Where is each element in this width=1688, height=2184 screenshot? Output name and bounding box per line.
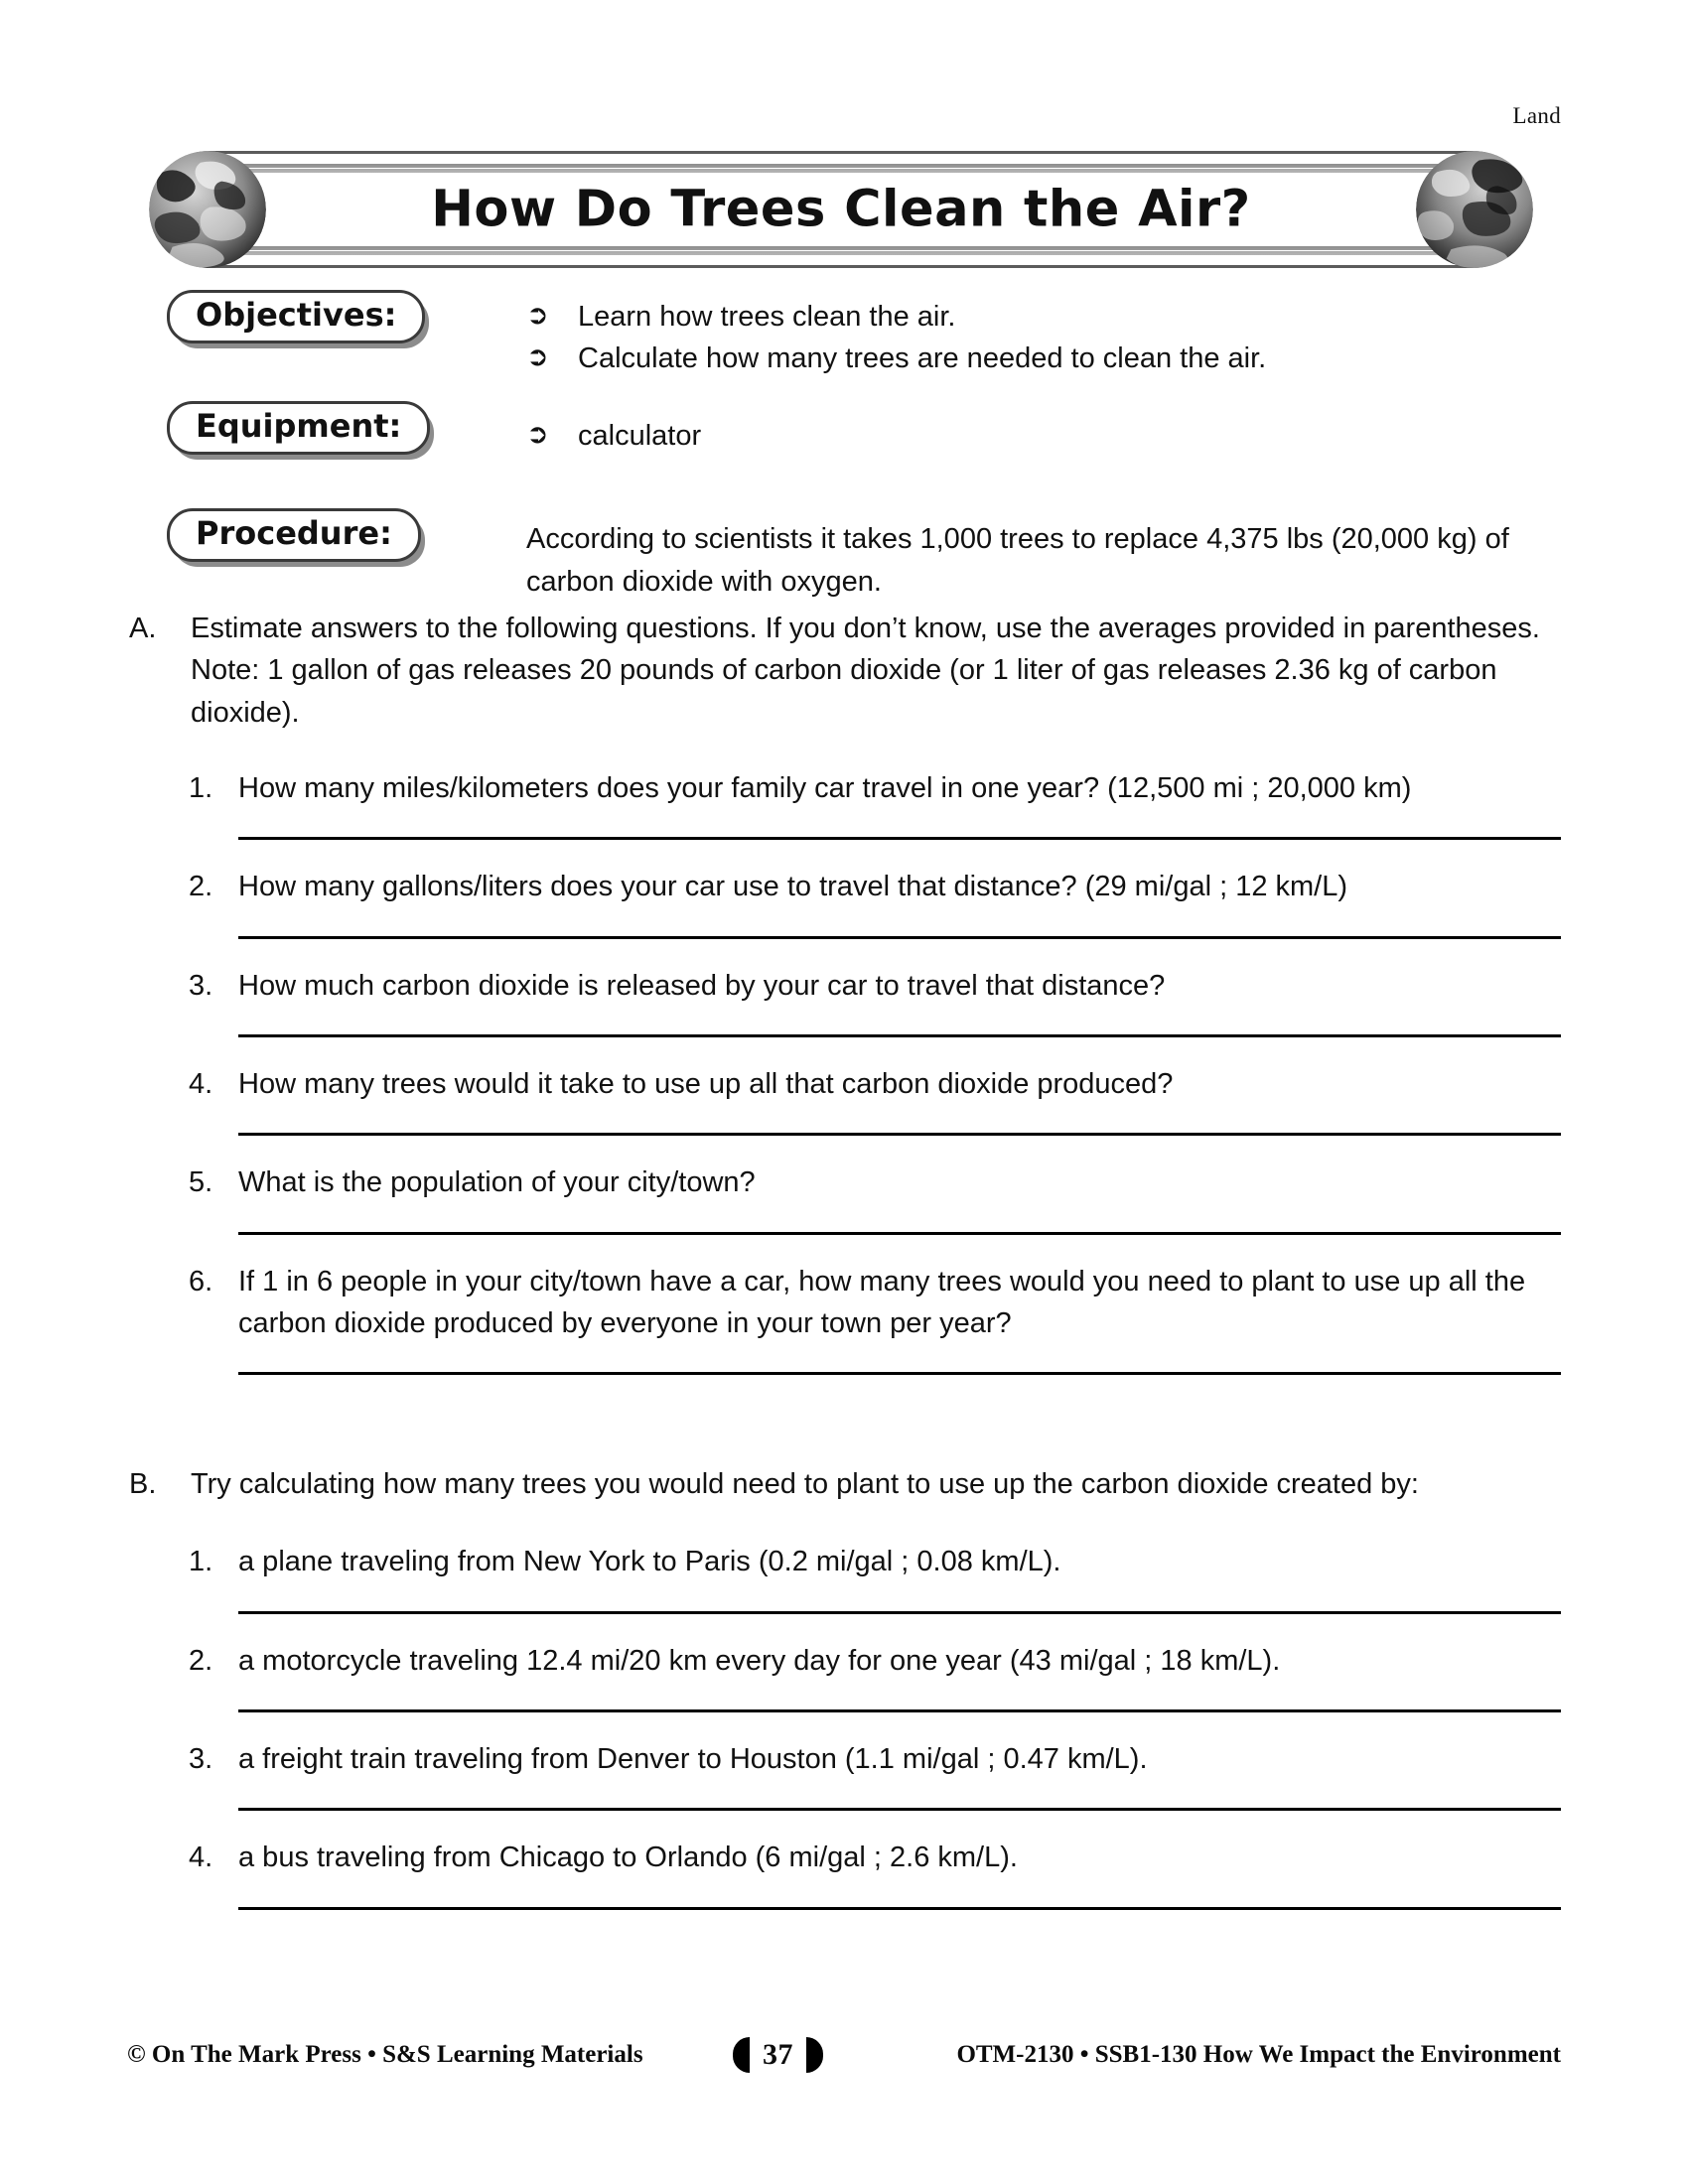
equipment-label: Equipment:: [167, 401, 430, 455]
banner-rule-bottom: [154, 246, 1528, 255]
title-banner: [151, 151, 1531, 268]
earth-globe-icon-right: [1416, 151, 1533, 268]
section-a: [129, 608, 1561, 1401]
procedure-row: [0, 508, 1688, 603]
page-number-block: [733, 2037, 823, 2073]
procedure-text: According to scientists it takes 1,000 trees to replace 4,375 lbs (20,000 kg) of carbon dioxide with oxygen.: [526, 523, 1509, 598]
procedure-label: Procedure:: [167, 508, 421, 562]
question-number: 5.: [189, 1166, 213, 1199]
list-item: [189, 1063, 1561, 1136]
section-b-question-list: [129, 1541, 1561, 1909]
question-text: How many miles/kilometers does your family car travel in one year? (12,500 mi ; 20,000 km): [238, 771, 1412, 804]
list-item: [189, 767, 1561, 840]
question-number: 2.: [189, 871, 213, 903]
question-text: a freight train traveling from Denver to Houston (1.1 mi/gal ; 0.47 km/L).: [238, 1742, 1148, 1775]
equipment-row: [0, 401, 1688, 457]
footer-copyright: © On The Mark Press • S&S Learning Materials: [127, 2041, 643, 2068]
section-a-heading: [129, 608, 1561, 734]
objectives-label: Objectives:: [167, 290, 425, 343]
arrow-bullet-icon: ➲: [526, 300, 549, 331]
question-number: 1.: [189, 771, 213, 804]
section-a-letter: A.: [129, 613, 157, 644]
answer-line[interactable]: [238, 1709, 1561, 1712]
list-item: [526, 415, 701, 457]
equipment-list: [526, 401, 701, 457]
answer-line[interactable]: [238, 1232, 1561, 1235]
list-item: [526, 338, 1266, 379]
banner-rule-top: [154, 164, 1528, 173]
banner-frame: [151, 151, 1531, 268]
objective-text: Learn how trees clean the air.: [578, 301, 956, 333]
question-text: a motorcycle traveling 12.4 mi/20 km every day for one year (43 mi/gal ; 18 km/L).: [238, 1644, 1281, 1677]
meta-block: [0, 290, 1688, 603]
question-text: If 1 in 6 people in your city/town have a car, how many trees would you need to plant to use up all the carbon dioxide produced by everyone in your town per year?: [238, 1265, 1526, 1339]
question-text: How much carbon dioxide is released by your car to travel that distance?: [238, 969, 1166, 1002]
objectives-row: [0, 290, 1688, 379]
question-number: 6.: [189, 1265, 213, 1297]
equipment-text: calculator: [578, 420, 702, 453]
list-item: [189, 1161, 1561, 1234]
answer-line[interactable]: [238, 1372, 1561, 1375]
page-title: How Do Trees Clean the Air?: [431, 180, 1251, 239]
question-number: 4.: [189, 1067, 213, 1100]
list-item: [189, 1541, 1561, 1613]
section-b: [129, 1463, 1561, 1936]
list-item: [189, 866, 1561, 938]
footer-product-code: OTM-2130 • SSB1-130 How We Impact the Environment: [956, 2041, 1561, 2068]
objective-text: Calculate how many trees are needed to clean the air.: [578, 342, 1267, 375]
section-a-intro: Estimate answers to the following questions. If you don’t know, use the averages provided in parentheses. Note: 1 gallon of gas releases 20 pounds of carbon dioxide (or 1 liter of gas releases 2.36 kg of carbon dioxide).: [191, 613, 1540, 729]
page-number: 37: [763, 2038, 793, 2071]
page-marker-right-icon: [806, 2037, 823, 2073]
question-number: 2.: [189, 1644, 213, 1677]
section-b-letter: B.: [129, 1468, 157, 1500]
section-b-intro: Try calculating how many trees you would need to plant to use up the carbon dioxide created by:: [191, 1468, 1419, 1500]
list-item: [189, 1837, 1561, 1909]
question-text: How many trees would it take to use up all that carbon dioxide produced?: [238, 1067, 1174, 1100]
question-number: 4.: [189, 1842, 213, 1874]
question-number: 1.: [189, 1546, 213, 1578]
objectives-pill-col: [0, 290, 526, 343]
page-footer: [127, 2037, 1561, 2073]
arrow-bullet-icon: ➲: [526, 419, 549, 451]
earth-globe-icon-left: [149, 151, 266, 268]
answer-line[interactable]: [238, 1808, 1561, 1811]
question-text: a plane traveling from New York to Paris (0.2 mi/gal ; 0.08 km/L).: [238, 1546, 1061, 1578]
section-a-question-list: [129, 767, 1561, 1375]
equipment-pill-col: [0, 401, 526, 455]
arrow-bullet-icon: ➲: [526, 341, 549, 373]
answer-line[interactable]: [238, 936, 1561, 939]
procedure-pill-col: [0, 508, 526, 562]
answer-line[interactable]: [238, 1034, 1561, 1037]
running-head: Land: [1512, 103, 1561, 128]
answer-line[interactable]: [238, 1133, 1561, 1136]
list-item: [189, 965, 1561, 1037]
question-number: 3.: [189, 1742, 213, 1775]
answer-line[interactable]: [238, 1611, 1561, 1614]
question-text: How many gallons/liters does your car use to travel that distance? (29 mi/gal ; 12 km/L): [238, 871, 1348, 903]
answer-line[interactable]: [238, 837, 1561, 840]
question-text: a bus traveling from Chicago to Orlando (6 mi/gal ; 2.6 km/L).: [238, 1842, 1018, 1874]
question-text: What is the population of your city/town?: [238, 1166, 756, 1199]
objectives-list: [526, 290, 1266, 379]
list-item: [189, 1640, 1561, 1712]
section-b-heading: [129, 1463, 1561, 1505]
question-number: 3.: [189, 969, 213, 1002]
page-marker-left-icon: [733, 2037, 750, 2073]
list-item: [189, 1261, 1561, 1376]
answer-line[interactable]: [238, 1907, 1561, 1910]
list-item: [189, 1738, 1561, 1811]
list-item: [526, 296, 1266, 338]
